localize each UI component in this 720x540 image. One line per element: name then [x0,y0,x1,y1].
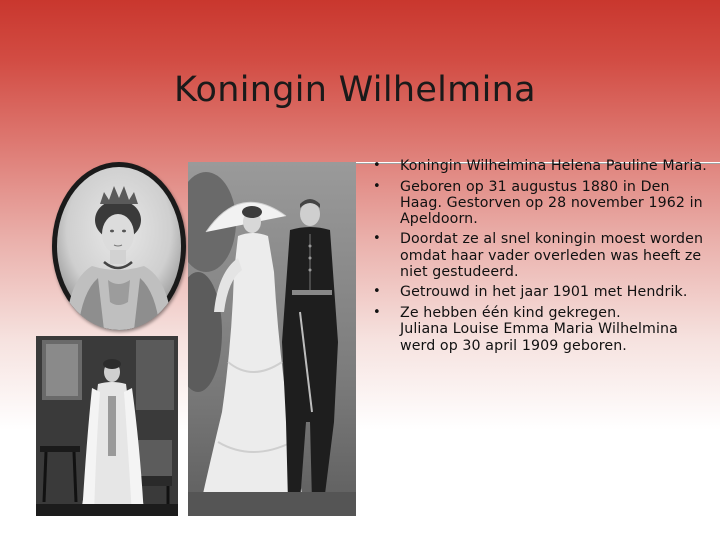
bullet-item [372,158,712,174]
bullet-text: Doordat ze al snel koningin moest worden omdat haar vader overleden was heeft ze niet gestudeerd. [400,231,704,280]
wedding-photo [188,162,356,516]
bullet-marker: • [373,304,381,320]
bullet-item [372,305,712,321]
portrait-photo [52,162,186,330]
bullet-list [372,158,712,358]
standing-photo [36,336,178,516]
continuation-text: Juliana Louise Emma Maria Wilhelmina werd op 30 april 1909 geboren. [400,321,678,354]
bullet-marker: • [373,284,381,300]
bullet-text: Geboren op 31 augustus 1880 in Den Haag. Gestorven op 28 november 1962 in Apeldoorn. [400,178,703,227]
bullet-marker: • [373,178,381,194]
bullet-text: Ze hebben één kind gekregen. [400,304,621,321]
bullet-continuation [372,321,712,353]
bullet-item [372,284,712,300]
bullet-text: Getrouwd in het jaar 1901 met Hendrik. [400,284,688,301]
bullet-marker: • [373,231,381,247]
slide-title: Koningin Wilhelmina [174,70,536,110]
bullet-marker: • [373,158,381,173]
bullet-item [372,231,712,280]
bullet-text: Koningin Wilhelmina Helena Pauline Maria. [400,158,707,174]
bullet-item [372,179,712,228]
